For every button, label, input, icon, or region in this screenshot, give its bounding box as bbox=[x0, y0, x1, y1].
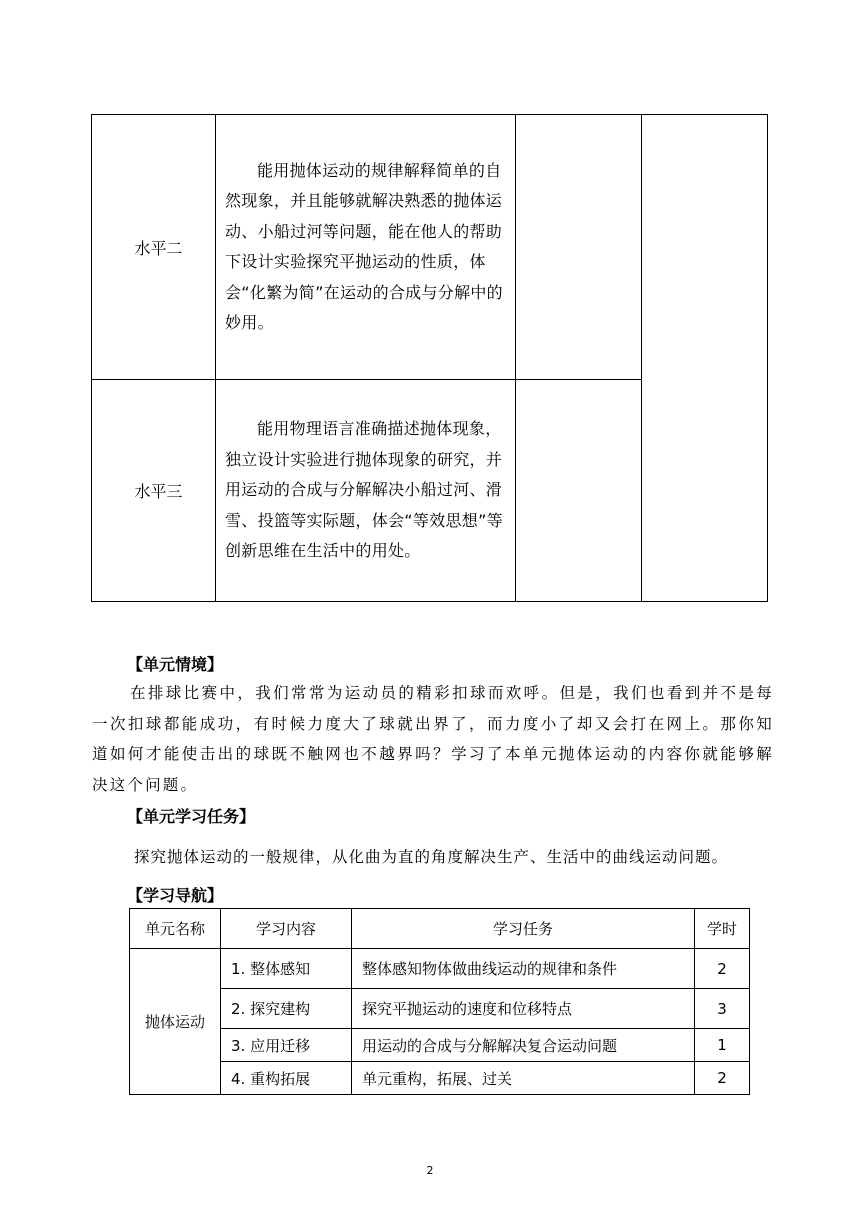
unit-task-heading: 【单元学习任务】 bbox=[127, 807, 256, 826]
task-cell: 整体感知物体做曲线运动的规律和条件 bbox=[352, 949, 695, 989]
task-cell: 单元重构，拓展、过关 bbox=[352, 1062, 695, 1095]
unit-context-heading: 【单元情境】 bbox=[127, 655, 224, 674]
level-description-table bbox=[91, 114, 768, 602]
empty-cell bbox=[516, 115, 642, 380]
unit-context-text: 在排球比赛中，我们常常为运动员的精彩扣球而欢呼。但是，我们也看到并不是每一次扣球都能成功，有时候力度大了球就出界了，而力度小了却又会打在网上。那你知道如何才能使击出的球既不触网也不越界吗？学习了本单元抛体运动的内容你就能够解决这个问题。 bbox=[92, 684, 774, 794]
level-cell: 水平二 bbox=[92, 115, 216, 380]
content-cell: 1. 整体感知 bbox=[221, 949, 352, 989]
unit-name-cell: 抛体运动 bbox=[130, 949, 221, 1095]
table-row bbox=[92, 115, 768, 380]
table-row bbox=[130, 1029, 750, 1062]
description-cell: 能用抛体运动的规律解释简单的自然现象，并且能够就解决熟悉的抛体运动、小船过河等问题，能在他人的帮助下设计实验探究平抛运动的性质，体会“化繁为简”在运动的合成与分解中的妙用。 bbox=[216, 115, 516, 380]
page-number: 2 bbox=[426, 1164, 434, 1177]
table-row bbox=[130, 1062, 750, 1095]
empty-cell bbox=[642, 115, 768, 602]
column-header: 学习任务 bbox=[352, 909, 695, 949]
content-cell: 2. 探究建构 bbox=[221, 989, 352, 1029]
column-header: 学时 bbox=[695, 909, 750, 949]
column-header: 学习内容 bbox=[221, 909, 352, 949]
task-cell: 探究平抛运动的速度和位移特点 bbox=[352, 989, 695, 1029]
hours-cell: 2 bbox=[695, 949, 750, 989]
empty-cell bbox=[516, 380, 642, 602]
table-row bbox=[130, 949, 750, 989]
hours-cell: 2 bbox=[695, 1062, 750, 1095]
table-row bbox=[130, 989, 750, 1029]
column-header: 单元名称 bbox=[130, 909, 221, 949]
unit-task-text: 探究抛体运动的一般规律，从化曲为直的角度解决生产、生活中的曲线运动问题。 bbox=[134, 848, 729, 866]
content-cell: 3. 应用迁移 bbox=[221, 1029, 352, 1062]
hours-cell: 1 bbox=[695, 1029, 750, 1062]
description-cell: 能用物理语言准确描述抛体现象，独立设计实验进行抛体现象的研究，并用运动的合成与分解解决小船过河、滑雪、投篮等实际题，体会“等效思想”等创新思维在生活中的用处。 bbox=[216, 380, 516, 602]
hours-cell: 3 bbox=[695, 989, 750, 1029]
content-cell: 4. 重构拓展 bbox=[221, 1062, 352, 1095]
table-header-row bbox=[130, 909, 750, 949]
learning-nav-heading: 【学习导航】 bbox=[127, 886, 224, 905]
level-cell: 水平三 bbox=[92, 380, 216, 602]
task-cell: 用运动的合成与分解解决复合运动问题 bbox=[352, 1029, 695, 1062]
learning-nav-table bbox=[129, 908, 750, 1095]
